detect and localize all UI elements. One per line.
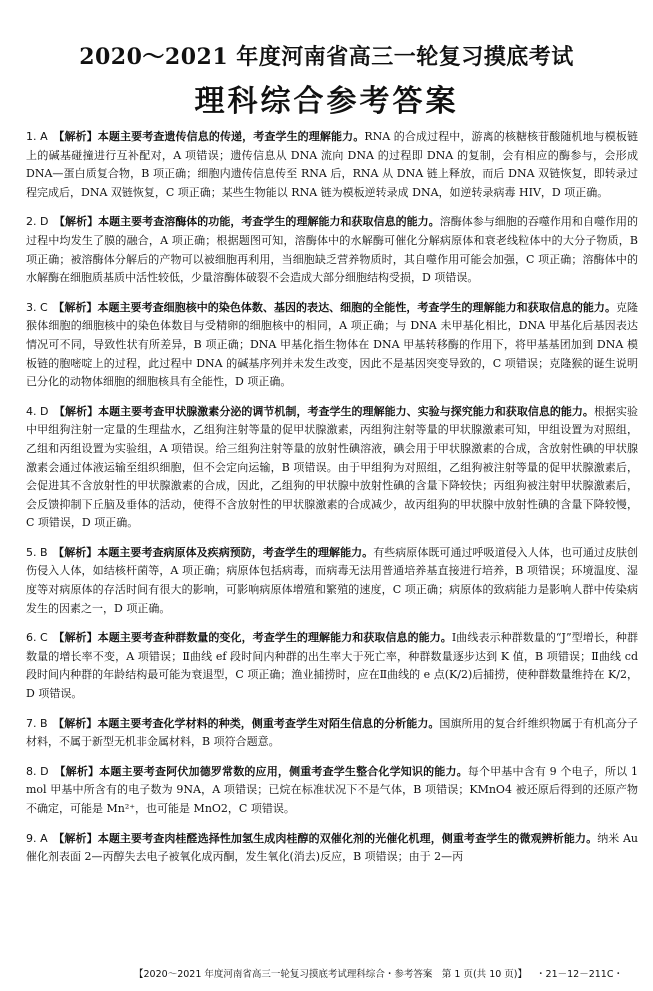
footer-code: ・21－12－211C・ xyxy=(536,969,623,980)
footer-exam-info: 【2020～2021 年度河南省高三一轮复习摸底考试理科综合・参考答案 第 1 页(共 10 页)】 xyxy=(134,969,528,980)
analysis-text: Ⅰ曲线表示种群数量的“J”型增长，种群数量的增长率不变，A 项错误；Ⅱ曲线 ef 段时间内种群的出生率大于死亡率，种群数量逐步达到 K 值，B 项错误；Ⅱ曲线 cd 段时间内种群的年龄结构最可能为衰退型，C 项正确；渔业捕捞时，应在Ⅱ曲线的 e 点(K/2)后捕捞，使种群数量维持在 K/2，D 项错误。 xyxy=(26,631,638,701)
analysis-tag: 【解析】 xyxy=(58,631,98,645)
answer-number: 3. C xyxy=(26,300,48,314)
analysis-text: 纳米 Au 催化剂表面 2—丙醇失去电子被氧化成丙酮，发生氧化(消去)反应，B 项错误；由于 2—丙 xyxy=(26,831,639,864)
analysis-focus: 本题主要考查化学材料的种类，侧重考查学生对陌生信息的分析能力。 xyxy=(97,716,440,730)
analysis-text: 每个甲基中含有 9 个电子，所以 1 mol 甲基中所含有的电子数为 9NA，A 项错误；已烷在标准状况下不是气体，B 项错误；KMnO4 被还原后得到的还原产物不确定，可能是 Mn²⁺，也可能是 MnO2，C 项错误。 xyxy=(26,764,639,815)
answer-item-1 xyxy=(26,128,638,202)
answer-item-8 xyxy=(26,763,638,819)
analysis-text: 国旗所用的复合纤维织物属于有机高分子材料，不属于新型无机非金属材料，B 项符合题意。 xyxy=(26,716,639,749)
answer-number: 4. D xyxy=(26,404,49,418)
analysis-focus: 本题主要考查遗传信息的传递，考查学生的理解能力。 xyxy=(97,130,365,143)
page-title: 2020～2021 年度河南省高三一轮复习摸底考试 xyxy=(79,44,574,70)
answer-item-2 xyxy=(26,213,638,287)
answer-number: 9. A xyxy=(26,831,48,845)
analysis-tag: 【解析】 xyxy=(58,545,98,559)
analysis-text: 溶酶体参与细胞的吞噬作用和自噬作用的过程中均发生了膜的融合，A 项正确；根据题图可知，溶酶体中的水解酶可催化分解病原体和衰老线粒体中的大分子物质，B 项正确；被溶酶体分解后的产物可以被细胞再利用，当细胞缺乏营养物质时，其自噬作用可能会加强，C 项正确；溶酶体中的水解酶在细胞质基质中活性较低，少量溶酶体破裂不会造成大部分细胞结构受损，D 项错误。 xyxy=(26,215,639,285)
page-footer xyxy=(0,966,653,980)
answer-number: 6. C xyxy=(26,631,48,645)
page-subtitle: 理科综合参考答案 xyxy=(194,84,459,119)
analysis-text: 有些病原体既可通过呼吸道侵入人体，也可通过皮肤创伤侵入人体，如结核杆菌等，A 项正确；病原体包括病毒，而病毒无法用普通培养基直接进行培养，B 项错误；环境温度、湿度等对病原体的存活时间有很大的影响，可影响病原体增殖和繁殖的速度，C 项正确；病原体的致病能力是影响人群中传染病发生的因素之一，D 项正确。 xyxy=(26,545,639,615)
answer-item-3 xyxy=(26,299,638,392)
answer-number: 7. B xyxy=(26,716,48,730)
analysis-text: RNA 的合成过程中，游离的核糖核苷酸随机地与模板链上的碱基碰撞进行互补配对，A 项错误；遗传信息从 DNA 流向 DNA 的过程即 DNA 的复制，会有相应的酶参与，会形成 DNA—蛋白质复合物，B 项正确；细胞内遗传信息传至 RNA 后，RNA 从 DNA 链上释放，而后 DNA 双链恢复，即转录过程完成后，DNA 双链恢复，C 项正确；某些生物能以 RNA 链为模板逆转录成 DNA，如逆转录病毒 HIV，D 项正确。 xyxy=(26,130,639,199)
analysis-tag: 【解析】 xyxy=(58,300,98,314)
analysis-tag: 【解析】 xyxy=(58,831,98,845)
analysis-tag: 【解析】 xyxy=(59,215,99,229)
answer-item-6 xyxy=(26,629,638,703)
analysis-tag: 【解析】 xyxy=(59,404,99,418)
analysis-focus: 本题主要考查甲状腺激素分泌的调节机制，考查学生的理解能力、实验与探究能力和获取信息的能力。 xyxy=(98,404,594,418)
analysis-tag: 【解析】 xyxy=(59,764,100,778)
analysis-focus: 本题主要考查阿伏加德罗常数的应用，侧重考查学生整合化学知识的能力。 xyxy=(99,764,468,778)
answer-number: 2. D xyxy=(26,215,49,229)
analysis-focus: 本题主要考查溶酶体的功能，考查学生的理解能力和获取信息的能力。 xyxy=(98,215,440,229)
analysis-text: 根据实验中甲组狗注射一定量的生理盐水，乙组狗注射等量的促甲状腺激素，丙组狗注射等量的甲状腺激素可知，甲组设置为对照组，乙组和丙组设置为实验组，A 项错误。给三组狗注射等量的放射性碘溶液，碘会用于甲状腺激素的合成，含放射性碘的甲状腺激素会通过体液运输至组织细胞，但不会定向运输，B 项错误。由于甲组狗为对照组，乙组狗被注射等量的促甲状腺激素后，会促进其不含放射性的甲状腺激素的合成，因此，乙组狗的甲状腺中放射性碘的含量下降较快；丙组狗被注射甲状腺激素后，会反馈抑制下丘脑及垂体的活动，使得不含放射性的甲状腺激素的合成减少，故丙组狗的甲状腺中放射性碘的含量下降较慢，C 项错误，D 项正确。 xyxy=(26,404,639,530)
analysis-focus: 本题主要考查病原体及疾病预防，考查学生的理解能力。 xyxy=(97,545,374,559)
analysis-tag: 【解析】 xyxy=(58,716,98,730)
analysis-tag: 【解析】 xyxy=(58,130,98,143)
answer-number: 5. B xyxy=(26,545,48,559)
answer-item-7 xyxy=(26,715,638,752)
answer-item-4 xyxy=(26,403,638,533)
analysis-focus: 本题主要考查细胞核中的染色体数、基因的表达、细胞的全能性，考查学生的理解能力和获取信息的能力。 xyxy=(97,300,616,314)
analysis-focus: 本题主要考查肉桂醛选择性加氢生成肉桂醇的双催化剂的光催化机理，侧重考查学生的微观辨析能力。 xyxy=(97,831,598,845)
answer-item-9 xyxy=(26,830,638,867)
answer-item-5 xyxy=(26,544,638,618)
answer-number: 8. D xyxy=(26,764,49,778)
analysis-text: 克隆猴体细胞的细胞核中的染色体数目与受精卵的细胞核中的相同，A 项正确；与 DNA 未甲基化相比，DNA 甲基化后基因表达情况可不同，导致性状有所差异，B 项正确；DNA 甲基化指生物体在 DNA 甲基转移酶的作用下，将甲基基团加到 DNA 模板链的胞嘧啶上的过程，此过程中 DNA 的碱基序列并未发生改变，因此不是基因突变导致的，C 项错误；克隆猴的诞生说明已分化的动物体细胞的细胞核具有全能性，D 项正确。 xyxy=(26,300,639,389)
analysis-focus: 本题主要考查种群数量的变化，考查学生的理解能力和获取信息的能力。 xyxy=(97,631,452,645)
answer-list xyxy=(26,128,638,870)
answer-number: 1. A xyxy=(26,130,48,143)
